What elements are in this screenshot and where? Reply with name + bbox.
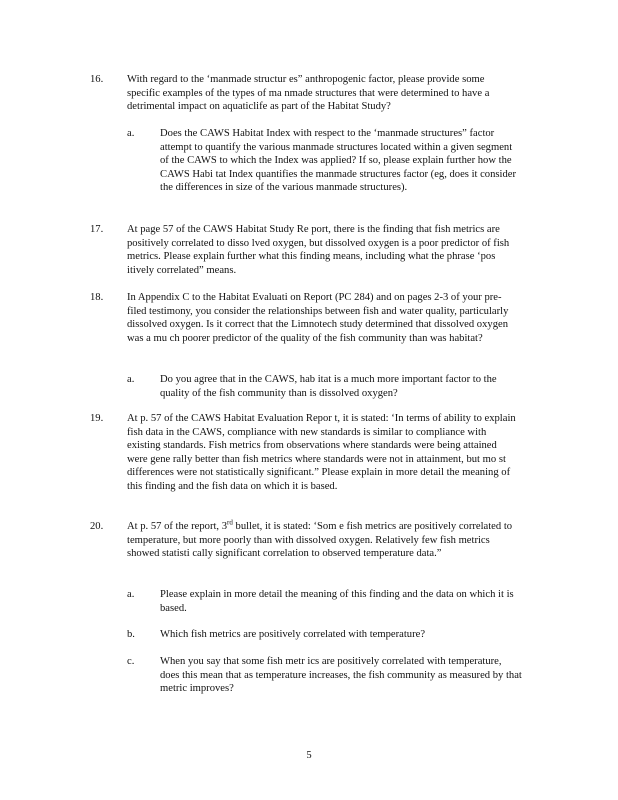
question-number: 19.: [90, 413, 104, 424]
sub-text: When you say that some fish metr ics are positively correlated with temperature, does this mean that as temperature increases, the fish community as measured by that metric improves?: [160, 656, 522, 694]
sub-text: Do you agree that in the CAWS, hab itat is a much more important factor to the quality of the fish community than is dissolved oxygen?: [160, 374, 497, 399]
question-number: 17.: [90, 224, 104, 235]
question-number: 20.: [90, 521, 104, 532]
sub-text: Which fish metrics are positively correlated with temperature?: [160, 629, 426, 640]
sub-label: a.: [127, 589, 135, 600]
question-number: 16.: [90, 74, 104, 85]
question-text-end: bullet, it is stated: ‘Som e fish metrics are positively correlated to temperature, but more poorly than with dissolved oxygen. Relatively few fish metrics showed statisti cally significant correlation to observed temperature data.”: [127, 521, 513, 559]
sub-text: Please explain in more detail the meaning of this finding and the data on which it is based.: [160, 589, 514, 614]
question-text: At p. 57 of the CAWS Habitat Evaluation Repor t, it is stated: ‘In terms of ability to explain fish data in the CAWS, compliance with new standards is similar to compliance with existing standards. Fish metrics from observations where standards were being attained were gene rally better than fish metrics where standards were not in attainment, but mo st differences were not statistically significant.” Please explain in more detail the meaning of this finding and the fish data on which it is based.: [127, 413, 516, 492]
question-text: In Appendix C to the Habitat Evaluati on Report (PC 284) and on pages 2-3 of your pre-filed testimony, you consider the relationships between fish and water quality, particularly dissolved oxygen. Is it correct that the Limnotech study determined that dissolved oxygen was a mu ch poorer predictor of the quality of the fish community than was habitat?: [127, 292, 509, 344]
sub-label: b.: [127, 629, 135, 640]
sub-label: a.: [127, 374, 135, 385]
sub-label: a.: [127, 128, 135, 139]
question-text: At page 57 of the CAWS Habitat Study Re port, there is the finding that fish metrics are positively correlated to disso lved oxygen, but dissolved oxygen is a poor predictor of fish metrics. Please explain further what this finding means, including what the phrase ‘pos itively correlated” means.: [127, 224, 510, 276]
ordinal-suffix: rd: [227, 518, 233, 527]
question-text: [127, 520, 517, 561]
sub-label: c.: [127, 656, 135, 667]
question-text-start: At p. 57 of the report, 3: [127, 521, 228, 532]
question-number: 18.: [90, 292, 104, 303]
question-text: With regard to the ‘manmade structur es” anthropogenic factor, please provide some specific examples of the types of ma nmade structures that were determined to have a detrimental impact on aquaticlife as part of the Habitat Study?: [127, 74, 490, 112]
sub-text: Does the CAWS Habitat Index with respect to the ‘manmade structures” factor attempt to quantify the various manmade structures located within a given segment of the CAWS to which the Index was applied? If so, please explain further how the CAWS Habi tat Index quantifies the manmade structures factor (eg, does it consider the differences in size of the various manmade structures).: [160, 128, 516, 193]
page-number: 5: [306, 750, 312, 761]
